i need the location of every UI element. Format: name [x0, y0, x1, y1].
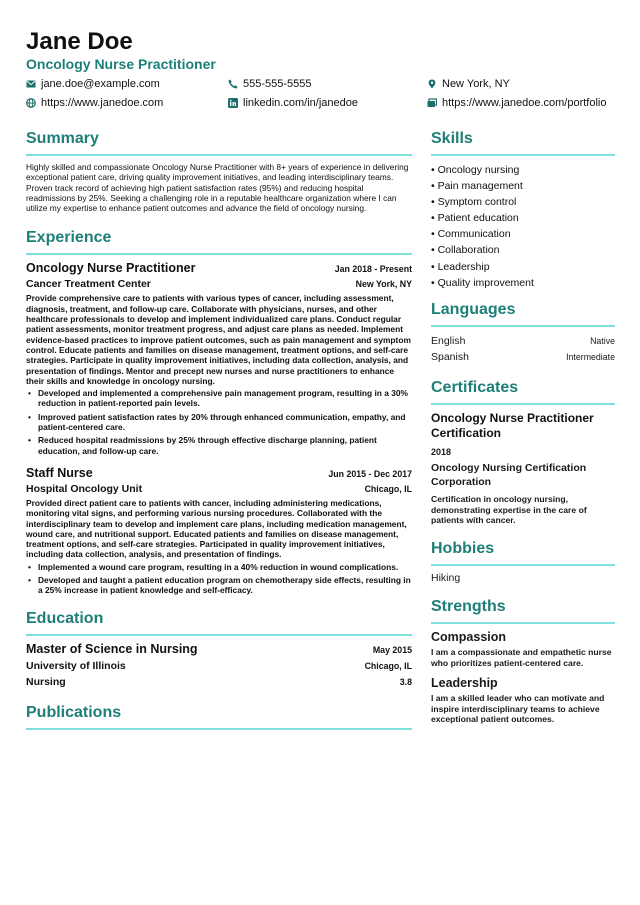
- education-date: May 2015: [372, 644, 412, 655]
- contact-linkedin[interactable]: linkedin.com/in/janedoe: [228, 97, 358, 109]
- envelope-icon: [26, 79, 36, 89]
- list-item: • Implemented a wound care program, resulting in a 40% reduction in wound complications.: [26, 562, 412, 572]
- publications-section: [26, 702, 412, 730]
- hobby-item: Hiking: [431, 572, 461, 585]
- language-name: Spanish: [431, 350, 469, 363]
- divider: [26, 634, 412, 636]
- language-row: [431, 333, 615, 349]
- job-entry-achievements: [26, 562, 412, 596]
- list-item: • Communication: [431, 228, 511, 241]
- divider: [431, 622, 615, 624]
- hobbies-heading: Hobbies: [431, 540, 495, 558]
- list-item: • Quality improvement: [431, 276, 534, 289]
- list-item: • Developed and taught a patient education program on chemotherapy side effects, resulting in a 25% increase in patient knowledge and self-efficacy.: [26, 575, 412, 596]
- divider: [431, 325, 615, 327]
- skills-heading: Skills: [431, 130, 473, 147]
- skills-list: [431, 162, 615, 291]
- contact-phone[interactable]: 555-555-5555: [228, 78, 312, 90]
- list-item: • Leadership: [431, 260, 490, 273]
- education-heading: Education: [26, 609, 104, 627]
- language-level: Intermediate: [566, 351, 615, 362]
- strengths-section: [431, 596, 615, 725]
- language-row: [431, 349, 615, 365]
- skills-section: [431, 128, 615, 291]
- contact-location: New York, NY: [427, 78, 510, 90]
- job-entry-location: Chicago, IL: [364, 483, 412, 494]
- map-pin-icon: [427, 79, 437, 89]
- job-entry: [26, 261, 412, 455]
- list-item: • Patient education: [431, 212, 519, 225]
- phone-icon: [228, 79, 238, 89]
- list-item: • Oncology nursing: [431, 164, 520, 176]
- divider: [26, 728, 412, 730]
- education-field: Nursing: [26, 675, 66, 688]
- sidebar-column: [431, 128, 615, 725]
- linkedin-icon: [228, 98, 238, 108]
- job-entry: [26, 466, 412, 596]
- divider: [26, 253, 412, 255]
- job-entry-location: New York, NY: [355, 279, 412, 290]
- contact-email[interactable]: jane.doe@example.com: [26, 78, 160, 90]
- strength-title: Compassion: [431, 630, 507, 645]
- strength-description: I am a compassionate and empathetic nurse who prioritizes patient-centered care.: [431, 647, 612, 668]
- portfolio-icon: [427, 98, 437, 108]
- publications-heading: Publications: [26, 703, 122, 721]
- job-entry-achievements: [26, 388, 412, 456]
- job-entry-company: Hospital Oncology Unit: [26, 482, 143, 495]
- list-item: • Collaboration: [431, 244, 500, 257]
- job-entry-dates: Jan 2018 - Present: [334, 264, 412, 275]
- language-name: English: [431, 334, 466, 347]
- languages-heading: Languages: [431, 300, 516, 318]
- languages-section: [431, 299, 615, 365]
- job-entry-title: Staff Nurse: [26, 465, 93, 480]
- list-item: • Developed and implemented a comprehensive pain management program, resulting in a 30% reduction in patient-reported pain levels.: [26, 388, 412, 409]
- language-level: Native: [590, 335, 615, 346]
- strength-description: I am a skilled leader who can motivate and inspire interdisciplinary teams to achieve exceptional patient outcomes.: [431, 692, 605, 725]
- certificate-year: 2018: [431, 446, 452, 457]
- education-gpa: 3.8: [399, 676, 412, 687]
- main-column: [26, 128, 412, 736]
- list-item: • Pain management: [431, 180, 523, 193]
- education-school: University of Illinois: [26, 659, 126, 672]
- summary-text: Highly skilled and compassionate Oncology Nurse Practitioner with 8+ years of experience in delivering exceptional patient care, driving quality improvement initiatives, and leading interdisciplinary teams. Proven track record of achieving high patient satisfaction rates (95%) and reducing hospital readmissions by 25%. Seeking a challenging role in a reputable healthcare organization where I can utilize my expertise to enhance patient outcomes and advance the field of oncology nursing.: [26, 162, 409, 214]
- certificates-heading: Certificates: [431, 378, 519, 396]
- experience-heading: Experience: [26, 229, 112, 247]
- candidate-name: Jane Doe: [26, 28, 133, 55]
- job-entry-dates: Jun 2015 - Dec 2017: [328, 468, 412, 479]
- education-degree: Master of Science in Nursing: [26, 641, 198, 656]
- certificate-title: Oncology Nurse Practitioner Certification: [431, 410, 594, 441]
- job-entry-description: Provided direct patient care to patients with cancer, including administering medications, monitoring vital signs, and performing various nursing procedures. Collaborated with the interdisciplinary team to develop and implement care plans, including medication management, wound care, and nutritional support. Educated patients and families on disease management, treatment options, and self-care strategies. Participated in quality improvement initiatives, including data collection, analysis, and presentation of findings.: [26, 497, 407, 560]
- strength-title: Leadership: [431, 675, 498, 690]
- education-location: Chicago, IL: [364, 660, 412, 671]
- summary-section: [26, 128, 412, 213]
- hobbies-section: [431, 538, 615, 584]
- experience-section: [26, 227, 412, 595]
- job-entry-title: Oncology Nurse Practitioner: [26, 261, 196, 276]
- list-item: • Reduced hospital readmissions by 25% through effective discharge planning, patient education, and follow-up care.: [26, 435, 412, 456]
- job-entry-company: Cancer Treatment Center: [26, 278, 151, 291]
- contact-website[interactable]: https://www.janedoe.com: [26, 97, 163, 109]
- education-section: [26, 608, 412, 688]
- divider: [431, 403, 615, 405]
- job-entry-description: Provide comprehensive care to patients with various types of cancer, including assessment, diagnosis, treatment, and follow-up care. Collaborate with physicians, nurses, and other healthcare professionals to develop and implement individualized care plans. Conduct regular patient assessments, monitor treatment progress, and adjust care plans as needed. Implement evidence-based practices to improve patient outcomes, such as pain management and symptom control. Educate patients and families on disease management, treatment options, and self-care strategies. Participate in quality improvement initiatives, including data collection, analysis, and presentation of findings. Mentor and precept new nurses and nurse practitioners to enhance their skills and knowledge in oncology nursing.: [26, 293, 411, 386]
- divider: [431, 564, 615, 566]
- certificate-title: Oncology Nursing Certification Corporation: [431, 461, 587, 488]
- certificates-section: [431, 377, 615, 526]
- divider: [26, 154, 412, 156]
- divider: [431, 154, 615, 156]
- list-item: • Symptom control: [431, 196, 517, 209]
- strengths-heading: Strengths: [431, 598, 506, 616]
- contact-portfolio[interactable]: https://www.janedoe.com/portfolio: [427, 97, 606, 109]
- summary-heading: Summary: [26, 130, 99, 147]
- globe-icon: [26, 98, 36, 108]
- job-title: Oncology Nurse Practitioner: [26, 56, 216, 72]
- certificate-description: Certification in oncology nursing, demonstrating expertise in the care of patients with cancer.: [431, 493, 587, 526]
- list-item: • Improved patient satisfaction rates by 20% through enhanced communication, empathy, and patient-centered care.: [26, 412, 412, 433]
